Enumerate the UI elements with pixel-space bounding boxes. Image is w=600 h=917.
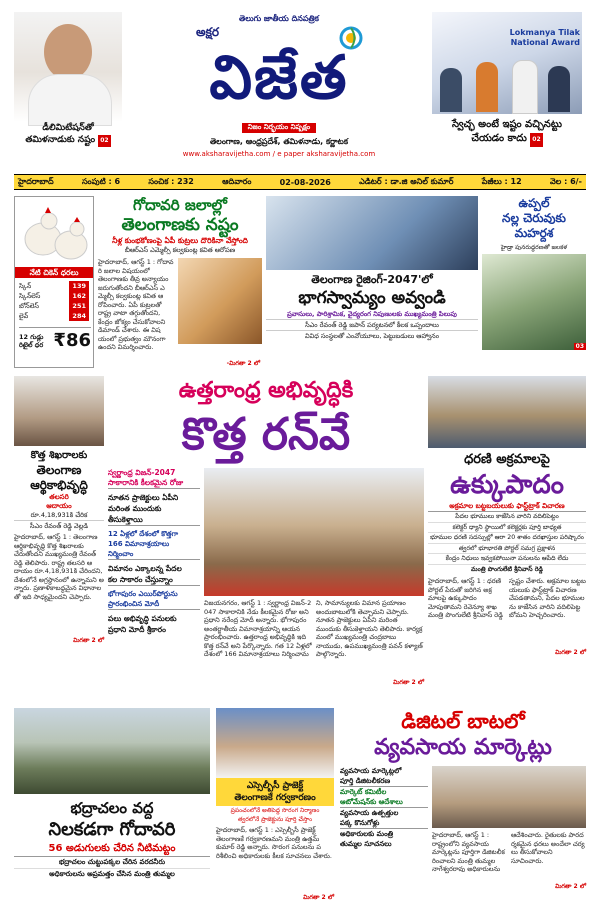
right-teaser-banner: Lokmanya Tilak National Award [509, 28, 580, 47]
runway-point2a: 12 ఏళ్లలో దేశంలో కొత్తగా [108, 530, 179, 538]
runway-more[interactable]: మిగతా 2 లో [393, 679, 424, 686]
peacock-icon [336, 24, 366, 52]
runway-point2b: 166 విమానాశ్రయాలు [108, 540, 170, 548]
left-teaser-page: 02 [98, 135, 110, 147]
dharani-bullet: కలెక్టర్ ధ్యాని స్థాయిలో కలెక్టర్లకు పూర్తి బాధ్యత [428, 523, 586, 534]
chicken-row [19, 301, 89, 311]
revanth-photo[interactable] [14, 376, 104, 446]
flood-head1: భద్రాచలం వద్ద [70, 799, 154, 817]
uttam-photo[interactable] [216, 708, 334, 778]
revanth-body: హైదరాబాద్, ఆగస్ట్ 1 : తెలంగాణ ఆర్థికాభివృద్ధి కొత్త శిఖరాలకు చేరుతోందని ముఖ్యమంత్రి రేవంత్ రెడ్డి తెలిపారు. రాష్ట్ర తలసరి ఆదాయం రూ.4,18,931కి చేరిందని, దేశంలోనే అగ్రస్థానంలో ఉన్నామని అన్నారు. ప్రణాళికాబద్ధమైన విధానాలతో ఇది సాధ్యమైందని చెప్పారు. [14, 533, 104, 601]
left-teaser-line1: డీలిమిటేషన్‌తో [42, 123, 94, 133]
revanth-box[interactable] [14, 376, 104, 700]
flood-sub: 56 అడుగులకు చేరిన నీటిమట్టం [14, 842, 210, 857]
left-teaser-photo[interactable] [14, 12, 122, 122]
runway-point5b: ప్రధాని మోదీ శ్రీకారం [108, 625, 166, 634]
runway-sub-b: సాకారానికి కీలకమైన రోజు [108, 478, 200, 489]
revanth-sub3: రూ.4,18,931కి చేరిక [14, 511, 104, 521]
rising-story[interactable] [266, 272, 478, 368]
flood-line2: అధికారులను అప్రమత్తం చేసిన మంత్రి తుమ్మల [49, 870, 175, 878]
godavari-head2: తెలంగాణకు నష్టం [121, 215, 239, 235]
dharani-line2: ఉక్కుపాదం [450, 470, 564, 500]
right-teaser-page: 02 [530, 133, 542, 147]
godavari-river-photo[interactable] [14, 708, 210, 794]
chicken-box-title: నేటి చికెన్ ధరలు [15, 267, 93, 278]
rising-kicker: తెలంగాణ రైజింగ్-2047'లో [311, 273, 433, 286]
left-teaser-line2: తమిళనాడుకు నష్టం [25, 135, 96, 145]
godavari-body: హైదరాబాద్, ఆగస్ట్ 1 : గోదావరి జలాల విషయంలో తెలంగాణకు తీవ్ర అన్యాయం జరుగుతోందని బీఆర్ఎస్ ఎమ్మెల్సీ కల్వకుంట్ల కవిత ఆరోపించారు. ఏపీ కుట్రలతో రాష్ట్ర వాటా తగ్గుతోందని, కేంద్రం జోక్యం చేసుకోవాలని డిమాండ్ చేశారు. ఈ విషయంలో ప్రభుత్వం మౌనంగా ఉందని విమర్శించారు. [98, 258, 174, 351]
digital-sub8: తుమ్మల సూచనలు [340, 840, 392, 848]
dharani-bullet: పేదల భూములు కాజేసిన వారిని వదిలిపెట్టం [428, 512, 586, 523]
lake-photo[interactable] [482, 254, 586, 350]
revanth-sub4: సీఎం రేవంత్ రెడ్డి వెల్లడి [29, 522, 89, 530]
eggs-sub: రిటైల్ ధర [19, 340, 44, 349]
revanth-more[interactable]: మిగతా 2 లో [73, 637, 104, 644]
rising-sub2: సీఎం రేవంత్ రెడ్డి జపాన్ పర్యటనలో కీలక ఒప్పందాలు [266, 320, 478, 331]
info-price: వెల : 6/- [549, 176, 582, 186]
chicken-row [19, 281, 89, 291]
ponguleti-photo[interactable] [428, 376, 586, 448]
revanth-line1: కొత్త శిఖరాలకు [30, 450, 88, 461]
runway-point1c: తీసుకెళ్తాయి [108, 514, 200, 526]
chicken-row-value: 139 [69, 281, 89, 291]
info-pages: పేజీలు : 12 [481, 176, 522, 186]
digital-story[interactable] [340, 708, 586, 908]
dharani-body: హైదరాబాద్, ఆగస్ట్ 1 : ధరణి పోర్టల్ పేరుతో జరిగిన అక్రమాలపై ఉక్కుపాదం మోపుతామని రెవెన్యూ శాఖ మంత్రి పొంగులేటి శ్రీనివాస్ రెడ్డి స్పష్టం చేశారు. అక్రమాల బట్టబయలుకు ఫాస్ట్‌ట్రాక్ విచారణ చేపడతామని, పేదల భూములను కాజేసిన వారిని వదిలిపెట్టబోమని హెచ్చరించారు. [428, 577, 586, 619]
dharani-story[interactable] [428, 376, 586, 700]
flood-story[interactable] [14, 708, 210, 908]
rising-sub3: వివిధ సంస్థలతో ఎంవోయూలు, పెట్టుబడులు ఆహ్వానం [304, 332, 440, 340]
chicken-row-label: స్కిన్ [19, 282, 32, 290]
godavari-sub: నీళ్ల కుంభకోణంపై ఏపీ కుట్రలు దొరికినా వేస్తోంది [112, 236, 248, 245]
eggs-label: 12 గుడ్లు [19, 332, 44, 341]
masthead-website[interactable]: www.aksharavijetha.com / e paper aksharavijetha.com [182, 150, 376, 158]
digital-more[interactable]: మిగతా 2 లో [555, 883, 586, 890]
runway-story[interactable] [108, 376, 424, 700]
masthead-regions: తెలంగాణ, ఆంధ్రప్రదేశ్, తమిళనాడు, కర్ణాటక [209, 137, 349, 146]
flood-head2: నిలకడగా గోదావరి [48, 819, 176, 840]
modi-inauguration-photo[interactable] [204, 468, 424, 596]
runway-points [108, 468, 200, 687]
revanth-line2: తెలంగాణ [36, 463, 82, 477]
slbc-head1: ఎస్సెల్బీసీ ప్రాజెక్ట్ [246, 781, 304, 791]
digital-line2: వ్యవసాయ మార్కెట్లు [374, 735, 552, 760]
masthead-logo [130, 12, 428, 172]
runway-point4a: భోగాపురం ఎయిర్‌పోర్టును [108, 590, 178, 598]
left-teaser-caption[interactable] [14, 122, 122, 166]
masthead-subtitle: నిజం నిర్భయం నిష్పక్షం [242, 123, 316, 133]
uppal-page: 03 [575, 343, 584, 350]
info-issue: సంచిక : 232 [148, 176, 194, 186]
runway-point2c: నిర్మించాం [108, 549, 200, 560]
masthead-tagline: తెలుగు జాతీయ దినపత్రిక [239, 14, 319, 23]
slbc-more[interactable]: మిగతా 2 లో [303, 894, 334, 901]
digital-sub6: పక్క కొనుగోళ్లు [340, 818, 428, 829]
revanth-line3: ఆర్థికాభివృద్ధి [30, 478, 88, 492]
chicken-row [19, 291, 89, 301]
right-teaser-line2: చేయడం కాదు [471, 133, 527, 144]
runway-point1a: నూతన ప్రాజెక్టులు ఏపీని [108, 493, 179, 502]
right-teaser-caption[interactable] [432, 118, 582, 166]
runway-kicker: ఉత్తరాంధ్ర అభివృద్ధికి [178, 378, 354, 403]
info-date: 02-08-2026 [279, 177, 331, 187]
revanth-sub1: తలసరి [49, 493, 69, 501]
godavari-more[interactable]: -మిగతా 2 లో [226, 360, 260, 367]
info-volume: సంపుటి : 6 [81, 176, 121, 186]
uppal-line3: మహర్దశ [514, 226, 554, 240]
digital-line1: డిజిటల్ బాటలో [401, 709, 525, 733]
runway-body: విజయనగరం, ఆగస్ట్ 1 : స్వర్ణాంధ్ర విజన్-2047 సాకారానికి నేడు కీలకమైన రోజు అని ప్రధాని నరేంద్ర మోదీ అన్నారు. భోగాపురం అంతర్జాతీయ విమానాశ్రయాన్ని ఆయన ప్రారంభించారు. ఉత్తరాంధ్ర అభివృద్ధికి ఇది కొత్త రన్‌వే అని పేర్కొన్నారు. గత 12 ఏళ్లలో దేశంలో 166 విమానాశ్రయాలు నిర్మించామని, సామాన్యులకు విమాన ప్రయాణం అందుబాటులోకి తెచ్చామని చెప్పారు. నూతన ప్రాజెక్టులు ఏపీని మరింత ముందుకు తీసుకెళ్తాయని తెలిపారు. కార్యక్రమంలో ముఖ్యమంత్రి చంద్రబాబు నాయుడు, ఉపముఖ్యమంత్రి పవన్ కళ్యాణ్ పాల్గొన్నారు. [204, 599, 423, 658]
digital-sub1: వ్యవసాయ మార్కెట్లలో [340, 767, 402, 775]
rising-head: భాగస్వామ్యం అవ్వండి [298, 288, 446, 308]
kavitha-photo[interactable] [178, 258, 262, 344]
runway-point1b: మరింత ముందుకు [108, 504, 162, 513]
chicken-row-value: 284 [69, 311, 89, 321]
digital-sub3: మార్కెట్ కమిటీల [340, 788, 387, 796]
info-bar [14, 174, 586, 190]
dharani-bullet: త్వరలో భూభారతి పోర్టల్ సమగ్ర ప్రక్షాళన [428, 544, 586, 555]
runway-point3b: కల సాకారం చేస్తున్నాం [108, 574, 200, 586]
runway-head: కొత్త రన్‌వే [181, 409, 351, 460]
chicken-row-value: 162 [69, 291, 89, 301]
slbc-sub2: త్వరలోనే ప్రాజెక్టును పూర్తి చేస్తాం [237, 816, 313, 823]
digital-body: హైదరాబాద్, ఆగస్ట్ 1 : రాష్ట్రంలోని వ్యవసాయ మార్కెట్లను పూర్తిగా డిజిటలీకరించాలని మంత్రి తుమ్మల నాగేశ్వరరావు అధికారులను ఆదేశించారు. రైతులకు పారదర్శకమైన ధరలు అందేలా చర్యలు తీసుకోవాలని సూచించారు. [432, 831, 585, 873]
uppal-story[interactable] [482, 196, 586, 368]
runway-sub-a: స్వర్ణాంధ్ర విజన్-2047 [108, 468, 176, 477]
info-editor: ఎడిటర్ : డా.జి అనిల్ కుమార్ [359, 176, 454, 186]
uppal-sub: హైడ్రా పునరుద్ధరణతో జలకళ [500, 244, 568, 251]
uppal-line1: ఉప్పల్ [518, 196, 550, 210]
info-day: ఆదివారం [222, 176, 252, 186]
chicken-icon [19, 201, 91, 265]
runway-point4b: ప్రారంభించిన మోదీ [108, 599, 200, 610]
digital-sub4: ఆటోమేషన్‌కు ఆదేశాలు [340, 797, 428, 808]
runway-point3a: విమానం ఎక్కాలన్న పేదల [108, 564, 182, 573]
dharani-sub: అక్రమాల బట్టబయలుకు ఫాస్ట్‌ట్రాక్ విచారణ [428, 501, 586, 512]
godavari-head1: గోదావరి జలాల్లో [133, 196, 227, 214]
chicken-row-label: స్కిన్‌లెస్ [19, 292, 41, 300]
slbc-sub1: ప్రపంచంలోనే అతిపెద్ద సొరంగ నిర్మాణం [230, 807, 320, 814]
godavari-story[interactable] [98, 196, 262, 368]
dharani-bullet: మంత్రి పొంగులేటి శ్రీనివాస్ రెడ్డి [471, 565, 543, 573]
chicken-row-label: బోన్‌లెస్ [19, 302, 39, 310]
uppal-line2: నల్ల చెరువుకు [502, 211, 566, 225]
chicken-row-label: లైవ్ [19, 312, 29, 320]
dharani-more[interactable]: మిగతా 2 లో [555, 649, 586, 656]
masthead-prefix: అక్షర [196, 25, 219, 39]
digital-sub7: అధికారులకు మంత్రి [340, 830, 394, 838]
info-city: హైదరాబాద్ [18, 176, 54, 186]
slbc-head2: తెలంగాణకే గర్వకారణం [234, 793, 316, 803]
masthead-title: విజేత [209, 43, 349, 113]
right-teaser-line1: స్వేచ్ఛ అంటే ఇష్టం వచ్చినట్టు [451, 119, 562, 130]
dharani-bullet: భూముల ధరణి సదస్సుల్లో ఆరా 20 శాతం దరఖాస్తుల పరిష్కారం [428, 533, 586, 544]
godavari-sub2: బీఆర్ఎస్ ఎమ్మెల్సీ కల్వకుంట్ల కవిత ఆరోపణ [124, 246, 236, 254]
slbc-body: హైదరాబాద్, ఆగస్ట్ 1 : ఎస్సెల్బీసీ ప్రాజెక్ట్ తెలంగాణకే గర్వకారణమని మంత్రి ఉత్తమ్ కుమార్ రెడ్డి అన్నారు. సొరంగ పనులను పరిశీలించి అధికారులకు కీలక సూచనలు చేశారు. [216, 826, 332, 860]
right-teaser-photo[interactable] [432, 12, 582, 114]
digital-sub2: పూర్తి డిజిటలీకరణ [340, 776, 428, 787]
dharani-bullets [428, 512, 586, 574]
digital-sub5: వ్యవసాయ ఉత్పత్తుల [340, 809, 399, 817]
dharani-line1: ధరణి అక్రమాలపై [464, 452, 550, 467]
flood-line1: భద్రాచలం చుట్టుపక్కల చేరిన వరదనీరు [14, 857, 210, 869]
chicken-row-value: 251 [69, 301, 89, 311]
chicken-row [19, 311, 89, 321]
rising-sub1: ప్రవాసులు, పారిశ్రామిక, వైద్యరంగ నిపుణులకు ముఖ్యమంత్రి పిలుపు [266, 309, 478, 320]
chicken-price-box [14, 196, 94, 368]
runway-point5a: పలు అభివృద్ధి పనులకు [108, 614, 177, 623]
rising-photo[interactable] [266, 196, 478, 270]
tummala-meeting-photo[interactable] [432, 766, 586, 828]
eggs-price: ₹86 [53, 330, 91, 351]
revanth-sub2: ఆదాయం [46, 502, 72, 510]
slbc-story[interactable] [216, 708, 334, 908]
dharani-bullet: కేంద్రం నిధులు ఇవ్వకపోయినా పనులను ఆపేది లేదు [428, 554, 586, 565]
